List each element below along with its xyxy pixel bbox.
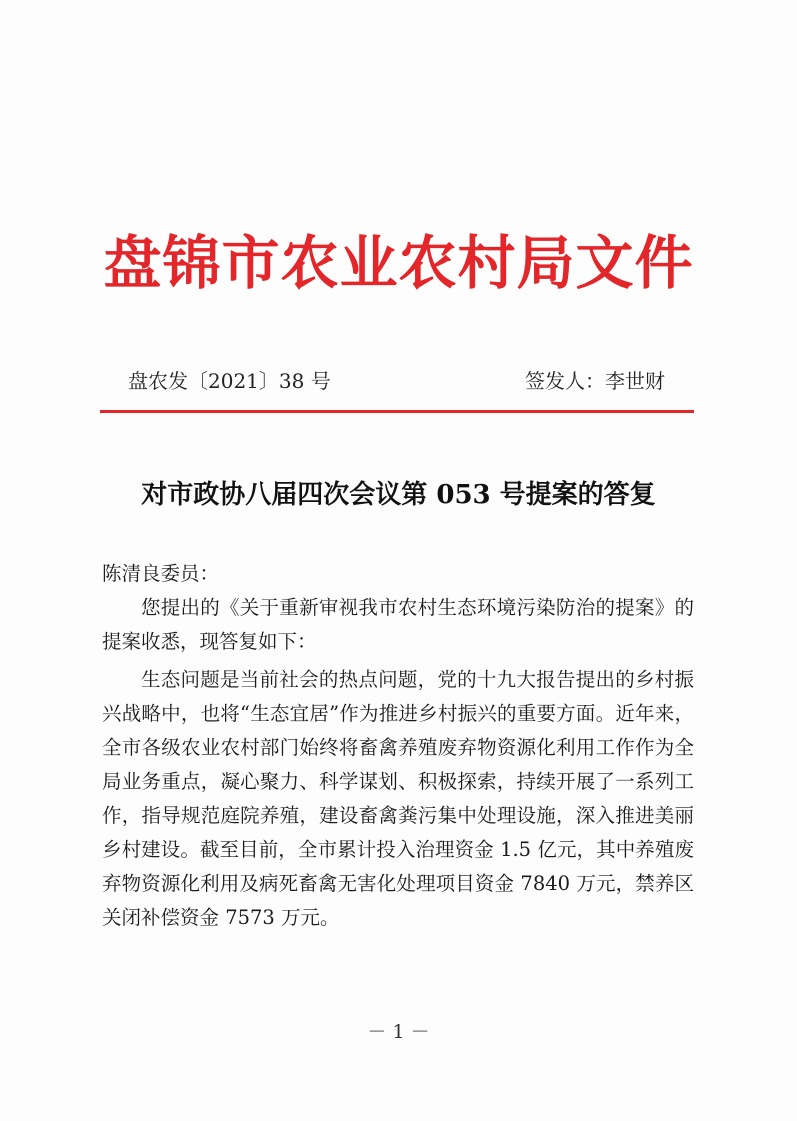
reply-title: 对市政协八届四次会议第 053 号提案的答复: [141, 480, 656, 510]
red-divider-rule: [100, 410, 694, 413]
issuer-header: 盘锦市农业农村局文件: [103, 229, 694, 297]
paragraph-2: 生态问题是当前社会的热点问题，党的十九大报告提出的乡村振兴战略中，也将“生态宜居”作为推进乡村振兴的重要方面。近年来，全市各级农业农村部门始终将畜禽养殖废弃物资源化利用工作作为全局业务重点，凝心聚力、科学谋划、积极探索，持续开展了一系列工作，指导规范庭院养殖，建设畜禽粪污集中处理设施，深入推进美丽乡村建设。截至目前，全市累计投入治理资金 1.5 亿元，其中养殖废弃物资源化利用及病死畜禽无害化处理项目资金 7840 万元，禁养区关闭补偿资金 7573 万元。: [102, 668, 694, 929]
page-number: － 1 －: [367, 1021, 430, 1043]
document-body: [102, 557, 694, 935]
paragraph-1: 您提出的《关于重新审视我市农村生态环境污染防治的提案》的提案收悉，现答复如下：: [102, 596, 694, 653]
salutation: 陈清良委员：: [102, 562, 220, 585]
signer: 签发人：李世财: [525, 369, 665, 393]
document-number: 盘农发〔2021〕38 号: [128, 369, 331, 393]
